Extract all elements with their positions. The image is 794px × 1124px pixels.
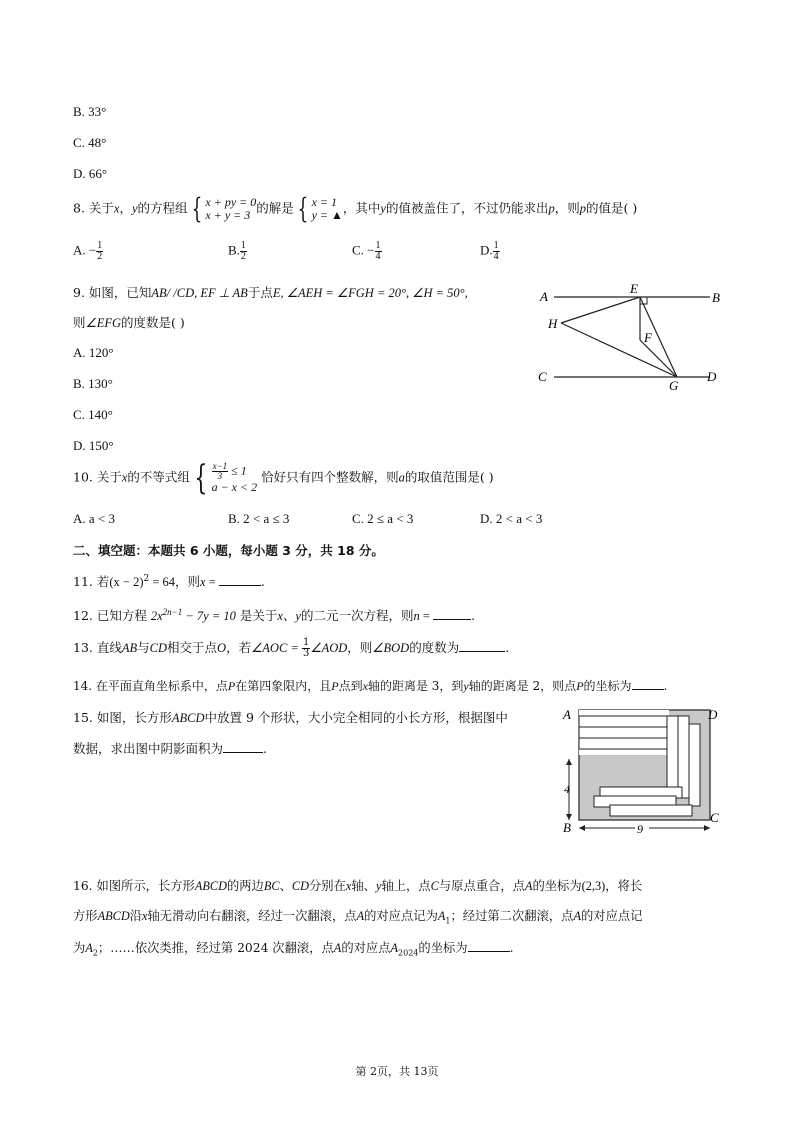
small-rect-3 [579,738,667,749]
segment-fg [640,340,677,377]
question-16-line2: 方形ABCD沿x轴无滑动向右翻滚，经过一次翻滚，点A的对应点记为$A_1$；经过第二次翻滚，点A的对应点记 [73,909,643,926]
q9-figure [530,280,730,398]
question-12: 12. 已知方程 $2x^{2n-1} - 7y = 10$ 是关于x、y的二元一次方程，则n = . [73,606,476,623]
small-rect-5 [678,716,689,798]
answer-blank [632,677,664,690]
label-h: H [548,316,558,331]
label-width: 9 [637,822,643,836]
q10-option-a: A. a < 3 [73,511,115,526]
q15-figure [555,702,730,837]
answer-blank [433,607,471,620]
small-rect-9 [610,805,692,816]
q10-option-d: D. 2 < a < 3 [480,511,543,526]
q8-option-b: B. $\frac{1}{2}$ [228,240,246,262]
answer-blank [223,740,263,753]
question-15-line2: 数据，求出图中阴影面积为 . [73,741,267,756]
small-rect-4 [667,716,678,798]
label-d: D [707,369,717,384]
label-c: C [538,369,547,384]
q10-system: $\frac{x-1}{3}$ ≤ 1 a − x < 2 [211,461,258,494]
label-a: A [563,707,571,722]
label-a: A [540,289,548,304]
q8-solution: x = 1 y = ▲ [311,195,343,222]
question-11: 11. 若$(x - 2)^2 = 64$，则x = . [73,573,265,589]
question-10: 10. 关于x的不等式组 { $\frac{x-1}{3}$ ≤ 1 a − x < 2 恰好只有四个整数解，则a的取值范围是( ) [73,458,494,498]
q9-option-c: C. 140° [73,407,113,422]
label-c: C [710,810,719,825]
segment-hg [561,323,677,377]
segment-eh [561,297,640,323]
q8-option-c: C. − $\frac{1}{4}$ [352,240,381,262]
q9-option-b: B. 130° [73,376,113,391]
q9-option-d: D. 150° [73,438,114,453]
question-9-line1: 9. 如图，已知AB/ /CD, EF ⊥ AB于点E, ∠AEH = ∠FGH = 20°, ∠H = 50°, [73,285,468,300]
small-rect-2 [579,727,667,738]
answer-blank [468,939,510,952]
q8-system: x + py = 0 x + y = 3 [205,195,257,222]
label-f: F [644,330,652,345]
question-9-line2: 则∠EFG的度数是( ) [73,315,185,330]
question-14: 14. 在平面直角坐标系中，点P在第四象限内，且P点到x轴的距离是 3，到y轴的距离是 2，则点P的坐标为 . [73,679,668,693]
small-rect-6 [689,724,700,806]
q7-option-c: C. 48° [73,135,107,150]
answer-blank [459,639,505,652]
section-2-title: 二、填空题：本题共 6 小题，每小题 3 分，共 18 分。 [73,543,384,558]
label-b: B [563,820,571,835]
q7-option-b: B. 33° [73,104,107,119]
q10-option-c: C. 2 ≤ a < 3 [352,511,414,526]
q8-option-a: A. − $\frac{1}{2}$ [73,240,103,262]
label-b: B [712,290,720,305]
q8-option-d: D. $\frac{1}{4}$ [480,240,499,262]
question-8: 8. 关于x，y的方程组 { x + py = 0 x + y = 3 的解是 { x = 1 y = ▲，其中y的值被盖住了，不过仍能求出p，则p的值是( ) [73,192,638,225]
q10-option-b: B. 2 < a ≤ 3 [228,511,290,526]
question-16-line1: 16. 如图所示，长方形ABCD的两边BC、CD分别在x轴、y轴上，点C与原点重合，点A的坐标为(2,3)，将长 [73,879,643,893]
question-15-line1: 15. 如图，长方形ABCD中放置 9 个形状，大小完全相同的小长方形，根据图中 [73,710,508,725]
question-16-line3: 为$A_2$；……依次类推，经过第 2024 次翻滚，点A的对应点$A_{2024}$的坐标为 . [73,941,514,958]
label-g: G [669,378,679,393]
answer-blank [219,573,261,586]
label-e: E [630,281,638,296]
label-d: D [708,707,718,722]
question-13: 13. 直线AB与CD相交于点O，若∠AOC = $\frac{1}{3}$ ∠AOD，则∠BOD的度数为 . [73,637,510,659]
label-height: 4 [564,782,570,796]
small-rect-1 [579,716,667,727]
q9-option-a: A. 120° [73,345,114,360]
page-footer: 第 2页，共 13页 [355,1065,439,1078]
q7-option-d: D. 66° [73,166,108,181]
